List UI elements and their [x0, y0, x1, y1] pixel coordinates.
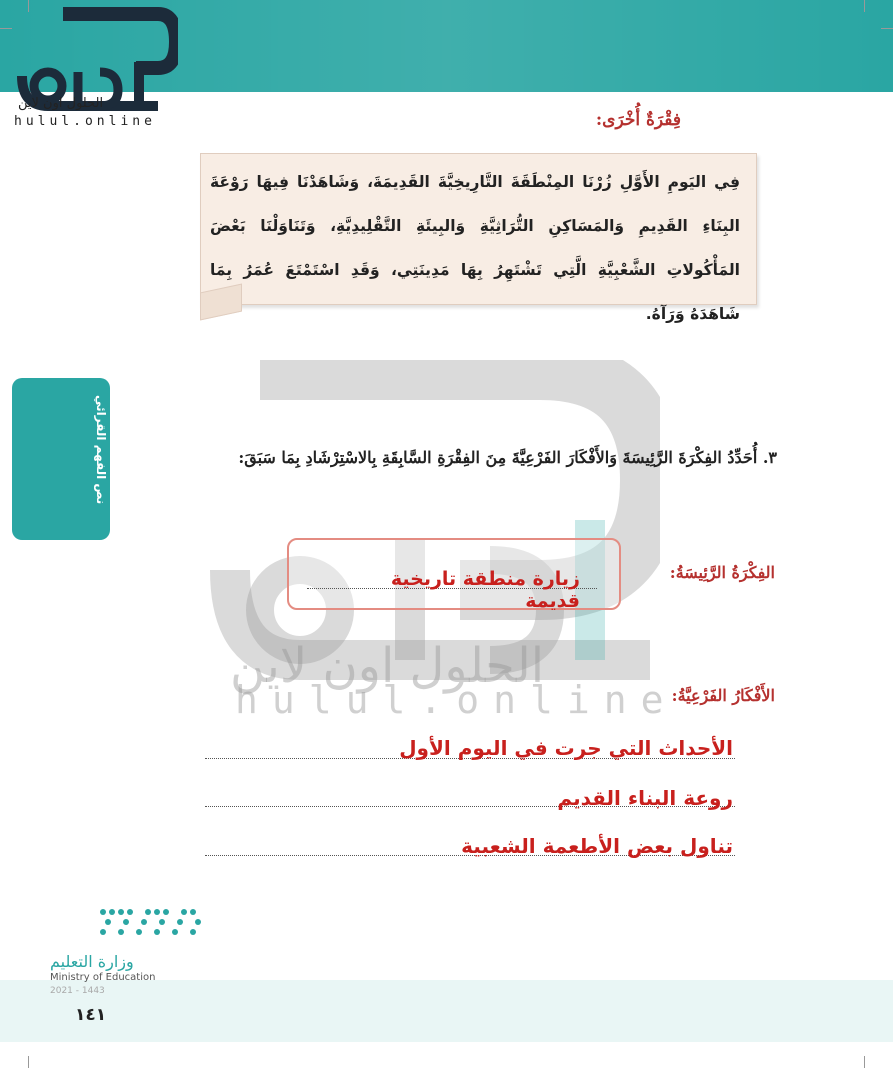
footer-band [0, 980, 893, 1042]
ministry-arabic-text: وزارة التعليم [50, 952, 134, 971]
logo-url-text: hulul.online [14, 114, 156, 129]
sub-idea-answer: روعة البناء القديم [557, 786, 733, 810]
ministry-english-text: Ministry of Education [50, 972, 156, 983]
crop-mark [881, 28, 893, 29]
question-text: ٣. أُحَدِّدُ الفِكْرَةَ الرَّئِيسَةَ وَالأَفْكَارَ الفَرْعِيَّةَ مِنَ الفِقْرَةِ السَّابِقَةِ بِالاسْتِرْشَادِ بِمَا سَبَقَ: [238, 448, 777, 467]
hulul-logo-icon [8, 6, 178, 130]
sub-idea-answer: تناول بعض الأطعمة الشعبية [461, 834, 733, 858]
page-number: ١٤١ [75, 1005, 107, 1025]
sub-ideas-label: الأَفْكَارُ الفَرْعِيَّةُ: [671, 686, 775, 705]
ministry-logo-icon [98, 906, 208, 946]
paragraph-text: فِي اليَومِ الأَوَّلِ زُرْنَا المِنْطَقَةَ التَّارِيخِيَّةَ القَدِيمَةَ، وَشَاهَدْنَا فِيهَا رَوْعَةَ البِنَاءِ القَدِيمِ وَالمَسَاكِنِ التُّرَاثِيَّةِ وَالبِيئَةِ التَّقْلِيدِيَّةِ، وَتَنَاوَلْنَا بَعْضَ المَأْكُولاتِ الشَّعْبِيَّةِ الَّتِي تَشْتَهِرُ بِهَا مَدِينَتِي، وَقَدِ اسْتَمْتَعَ عُمَرُ بِمَا شَاهَدَهُ وَرَآهُ. [210, 173, 740, 323]
crop-mark [864, 1056, 865, 1068]
watermark-url-text: hulul.online [235, 678, 678, 722]
main-idea-label: الفِكْرَةُ الرَّئِيسَةُ: [669, 563, 775, 582]
ministry-year-text: 2021 - 1443 [50, 986, 105, 996]
section-title: فِقْرَةٌ أُخْرَى: [595, 110, 681, 130]
crop-mark [28, 1056, 29, 1068]
crop-mark [864, 0, 865, 12]
watermark-arabic-text: الحلول اون لاين [230, 638, 545, 694]
main-idea-answer: زيارة منطقة تاريخية قديمة [390, 568, 580, 612]
sub-idea-answer: الأحداث التي جرت في اليوم الأول [399, 736, 733, 760]
logo-arabic-text: الحلول اون لاين [18, 96, 104, 111]
side-tab-label: نص الفهم القرائي [94, 395, 108, 505]
